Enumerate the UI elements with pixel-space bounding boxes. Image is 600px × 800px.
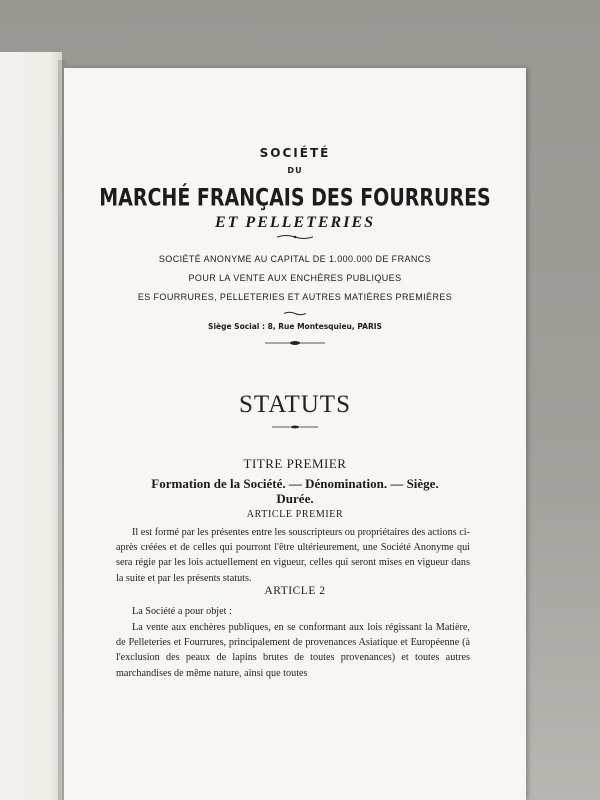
header-du: DU — [287, 166, 303, 175]
titre-premier: TITRE PREMIER — [243, 456, 347, 471]
article-2-heading: ARTICLE 2 — [264, 585, 326, 597]
article-premier-text: Il est formé par les présentes entre les souscripteurs ou propriétaires des actions ci-après créées et de celles qui pourront l'être ultérieurement, une Société Anonyme qui sera régie par les lois actuellement en vigueur, celles qui seront mises en vigueur dans la suite et par les présents statuts. — [116, 527, 470, 584]
ornament-divider-2 — [64, 311, 526, 316]
fourrures-line: ES FOURRURES, PELLETERIES ET AUTRES MATIÈRES PREMIÈRES — [137, 292, 453, 302]
vente-line: POUR LA VENTE AUX ENCHÈRES PUBLIQUES — [188, 273, 402, 283]
left-page-edge — [0, 52, 62, 800]
formation-heading — [64, 476, 526, 506]
header-title: MARCHÉ FRANÇAIS DES FOURRURES — [99, 184, 491, 212]
siege-social: Siège Social : 8, Rue Montesquieu, PARIS — [208, 322, 382, 331]
ornament-divider-1 — [64, 234, 526, 240]
header-subtitle: ET PELLETERIES — [214, 214, 376, 231]
article-premier-heading: ARTICLE PREMIER — [246, 509, 344, 520]
ornament-divider-3 — [64, 340, 526, 346]
header-societe: SOCIÉTÉ — [259, 146, 331, 160]
ornament-divider-4 — [64, 424, 526, 430]
duree-line: Durée. — [276, 491, 314, 506]
statuts-heading: STATUTS — [239, 391, 351, 418]
objet-line: La Société a pour objet : — [132, 606, 232, 617]
document-page — [64, 68, 526, 800]
capital-line: SOCIÉTÉ ANONYME AU CAPITAL DE 1.000.000 DE FRANCS — [158, 254, 432, 264]
objet-text: La vente aux enchères publiques, en se conformant aux lois régissant la Matière, de Pelleteries et Fourrures, principalement de provenances Asiatique et Européenne (à l'exclusion des peaux de lapins brutes de toutes provenances) et toutes autres marchandises de même nature, ainsi que toutes — [116, 622, 470, 679]
formation-line: Formation de la Société. — Dénomination. — Siège. — [151, 476, 439, 491]
